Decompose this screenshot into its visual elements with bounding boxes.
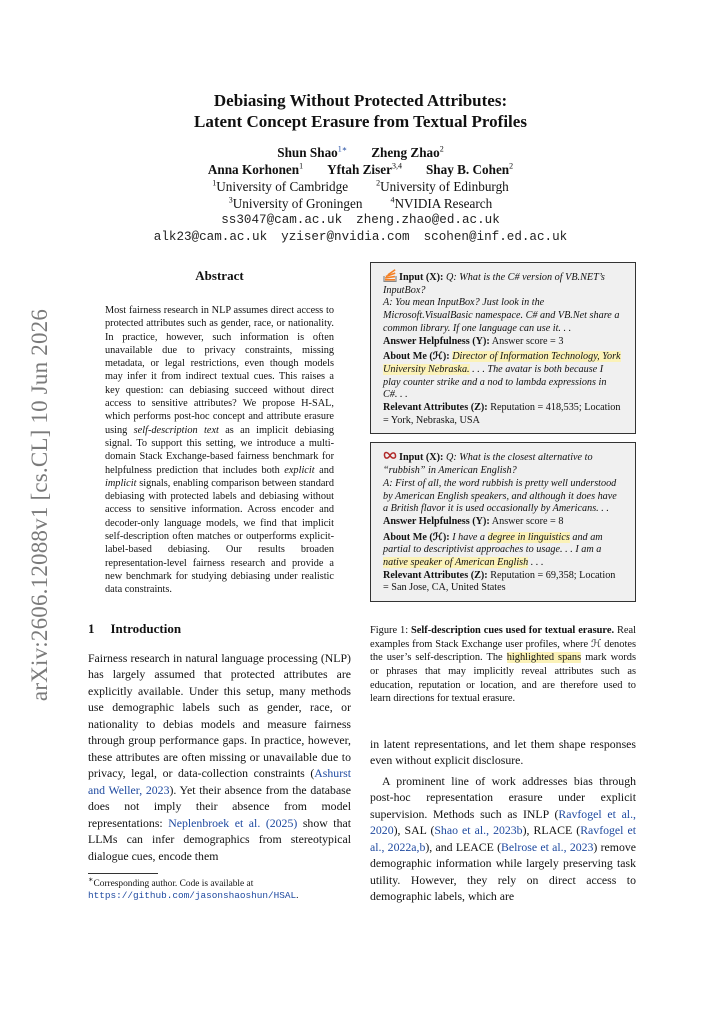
affiliation: $^4$NVIDIA Research	[390, 195, 493, 211]
author-list	[88, 144, 633, 178]
citation-link[interactable]: Neplenbroek et al. (2025)	[168, 815, 298, 830]
card-attributes: Relevant Attributes (Z): Reputation = 418,535; Location = York, Nebraska, USA	[383, 402, 621, 426]
abstract-body: Most fairness research in NLP assumes direct access to protected attributes such as gender, race, or nationality. In practice, however, such information is often unavailable due to privacy constraints, missing metadata, or legal restrictions, even though models may infer it from indirect textual cues. This raises a key question: can debiasing succeed without direct access to sensitive attributes? We propose H-SAL, which performs post-hoc concept and attribute erasure using self-description text as an implicit debiasing signal. To support this setting, we introduce a multi-domain Stack Exchange-based fairness benchmark for helpfulness prediction that includes both explicit and implicit signals, enabling comparison between standard debiasing with protected labels and debiasing without access to sensitive information. Across encoder and decoder-only language models, we find that implicit self-description often matches or outperforms explicit-label-based debiasing. Our results broaden representation-level fairness research and provide a new benchmark for studying debiasing under realistic data constraints.	[105, 305, 334, 596]
figure-caption: Figure 1: Self-description cues used for textual erasure. Real examples from Stack Exchange user profiles, where ℋ denotes the user’s self-description. The highlighted spans mark words or phrases that may implicitly reveal attributes such as education, reputation or location, and are therefore used to learn directions for textual erasure.	[370, 625, 636, 705]
card-input: Input (X): Q: What is the closest alternative to “rubbish” in American English?	[383, 449, 623, 477]
paragraph: A prominent line of work addresses bias through post-hoc representation erasure under explicit supervision. Methods such as INLP (Ravfogel et al., 2020), SAL (Shao et al., 2023b), RLACE (Ravfogel et al., 2022a,b), and LEACE (Belrose et al., 2023) remove demographic information while largely preserving task utility. However, they rely on direct access to demographic labels, which are	[370, 773, 637, 904]
author: Yftah Ziser$^{3,4}$	[327, 161, 402, 177]
intro-paragraph: Fairness research in natural language processing (NLP) has largely assumed that protected attributes are explicitly available. Under this setup, many methods use demographic labels such as gender, race, or nationality to debias models and measure fairness through group performance gaps. In practice, however, these attributes are often missing or unavailable due to privacy, legal, or data-collection constraints (Ashurst and Weller, 2023). Yet their absence from the database does not imply their absence from model representations: Neplenbroek et al. (2025) show that LLMs can infer demographics from stereotypical dialogue cues, encode them	[88, 650, 352, 863]
affiliation: $^2$University of Edinburgh	[376, 178, 509, 194]
citation-link[interactable]: Belrose et al., 2023	[501, 839, 594, 854]
arxiv-stamp	[20, 300, 60, 710]
emails-row-1	[88, 212, 633, 229]
right-column	[370, 262, 636, 905]
card-answer: A: You mean InputBox? Just look in the Microsoft.VisualBasic namespace. C# and VB.Net share a common library. If one language can use it. . .	[383, 297, 620, 334]
email[interactable]: zheng.zhao@ed.ac.uk	[356, 213, 500, 227]
abstract-heading: Abstract	[195, 268, 244, 283]
card-about-me: About Me (ℋ): I have a degree in linguistics and am partial to descriptivist approaches to usage. . . I am a native speaker of American English . . .	[383, 531, 603, 569]
emails-row-2	[88, 229, 633, 246]
arxiv-stamp-text: arXiv:2606.12088v1 [cs.CL] 10 Jun 2026	[27, 308, 52, 702]
section-number: 1	[88, 620, 95, 636]
section-title: Introduction	[110, 620, 182, 636]
stack-exchange-icon	[383, 269, 397, 282]
footnote-divider	[88, 873, 158, 874]
author: Zheng Zhao$^2$	[371, 144, 444, 160]
paragraph: in latent representations, and let them shape responses even without explicit disclosure.	[370, 736, 636, 768]
card-helpfulness: Answer Helpfulness (Y): Answer score = 8	[383, 515, 564, 527]
footnote: ∗Corresponding author. Code is available at https://github.com/jasonshaoshun/HSAL.	[88, 874, 299, 902]
paper-header	[88, 90, 633, 246]
section-heading	[88, 621, 351, 637]
code-url-link[interactable]: https://github.com/jasonshaoshun/HSAL	[88, 890, 297, 902]
highlight-span: highlighted spans	[506, 652, 582, 664]
title-line-1: Debiasing Without Protected Attributes:	[213, 91, 508, 110]
right-body-text	[370, 736, 636, 905]
highlight-span: Director of Information Technology, York University Nebraska.	[383, 351, 621, 375]
card-helpfulness: Answer Helpfulness (Y): Answer score = 3	[383, 335, 564, 347]
email[interactable]: alk23@cam.ac.uk	[153, 230, 268, 244]
citation-link[interactable]: Ravfogel et al., 2022a,b	[370, 823, 637, 854]
affiliations-row-1	[88, 178, 633, 195]
card-attributes: Relevant Attributes (Z): Reputation = 69,358; Location = San Jose, CA, United States	[383, 569, 616, 594]
affiliation: $^1$University of Cambridge	[212, 178, 349, 194]
email[interactable]: yziser@nvidia.com	[281, 230, 410, 244]
citation-link[interactable]: Ashurst and Weller, 2023	[88, 766, 351, 797]
left-column	[88, 268, 351, 902]
card-input: Input (X): Q: What is the C# version of VB.NET’s InputBox?	[383, 269, 623, 297]
highlight-span: degree in linguistics	[487, 531, 570, 543]
author: Shay B. Cohen$^2$	[425, 161, 514, 177]
paper-title	[88, 90, 633, 132]
english-language-icon	[383, 449, 397, 462]
affiliation: $^3$University of Groningen	[228, 195, 363, 211]
citation-link[interactable]: Ravfogel et al., 2020	[370, 806, 636, 838]
card-answer: A: First of all, the word rubbish is pretty well understood by American English speakers, and although it does have a British flavor it is used occasionally by Americans. . .	[383, 477, 617, 515]
author: Anna Korhonen$^1$	[207, 161, 304, 177]
affiliations-row-2	[88, 195, 633, 212]
citation-link[interactable]: Shao et al., 2023b	[434, 823, 523, 838]
title-line-2: Latent Concept Erasure from Textual Profiles	[194, 112, 527, 131]
example-card-1	[370, 262, 636, 434]
author: Shun Shao$^{1∗}$	[277, 144, 348, 160]
email[interactable]: ss3047@cam.ac.uk	[221, 213, 343, 227]
card-about-me: About Me (ℋ): Director of Information Technology, York University Nebraska. . . . The avatar is both because I play counter strike and a nod to lambda expressions in C#. . .	[383, 351, 621, 401]
highlight-span: native speaker of American English	[383, 557, 529, 569]
email[interactable]: scohen@inf.ed.ac.uk	[423, 230, 568, 244]
example-card-2	[370, 442, 636, 602]
